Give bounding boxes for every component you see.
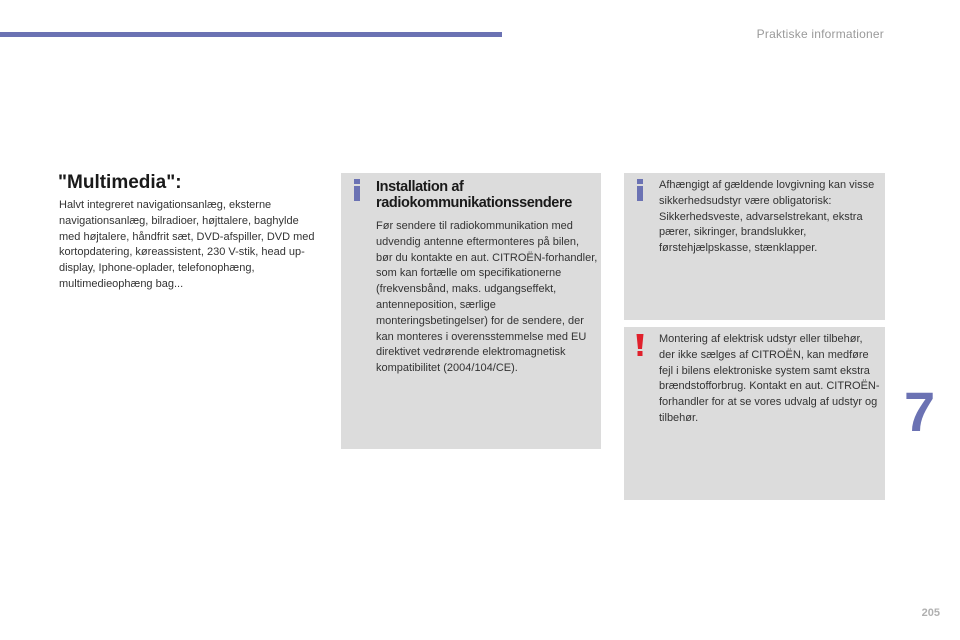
info-icon <box>635 179 645 201</box>
chapter-number: 7 <box>904 380 936 443</box>
header-accent-bar <box>0 32 502 37</box>
warning-box <box>624 327 885 500</box>
info-icon <box>352 179 362 201</box>
section-title: Praktiske informationer <box>756 27 884 41</box>
multimedia-heading: "Multimedia": <box>58 172 182 193</box>
legislation-info-box <box>624 173 885 320</box>
warning-body: Montering af elektrisk udstyr eller tilbehør, der ikke sælges af CITROËN, kan medføre fejl i bilens elektroniske system samt ekstra brændstofforbrug. Kontakt en aut. CITROËN-forhandler for at se vores udvalg af udstyr og tilbehør. <box>659 333 880 424</box>
exclamation-icon <box>636 334 644 356</box>
multimedia-body: Halvt integreret navigationsanlæg, eksterne navigationsanlæg, bilradioer, højttalere, baghylde med højtalere, håndfrit sæt, DVD-afspiller, DVD med kortopdatering, køreassistent, 230 V-stik, head up-display, Iphone-oplader, telefonophæng, multimedieophæng bag... <box>59 199 315 290</box>
installation-body: Før sendere til radiokommunikation med udvendig antenne eftermonteres på bilen, bør du kontakte en aut. CITROËN-forhandler, som kan fortælle om specifikationerne (frekvensbånd, maks. udgangseffekt, antenneposition, særlige monteringsbetingelser) for de sendere, der kan monteres i overensstemmelse med EU direktivet vedrørende elektromagnetisk kompatibilitet (2004/104/CE). <box>376 220 598 375</box>
legislation-body: Afhængigt af gældende lovgivning kan visse sikkerhedsudstyr være obligatorisk: Sikkerhedsveste, advarselstrekant, ekstra pærer, sikringer, brandslukker, førstehjælpskasse, stænklapper. <box>659 179 875 255</box>
page-number: 205 <box>921 607 940 619</box>
installation-info-box <box>341 173 601 449</box>
installation-title: Installation af radiokommunikationssendere <box>376 179 572 211</box>
